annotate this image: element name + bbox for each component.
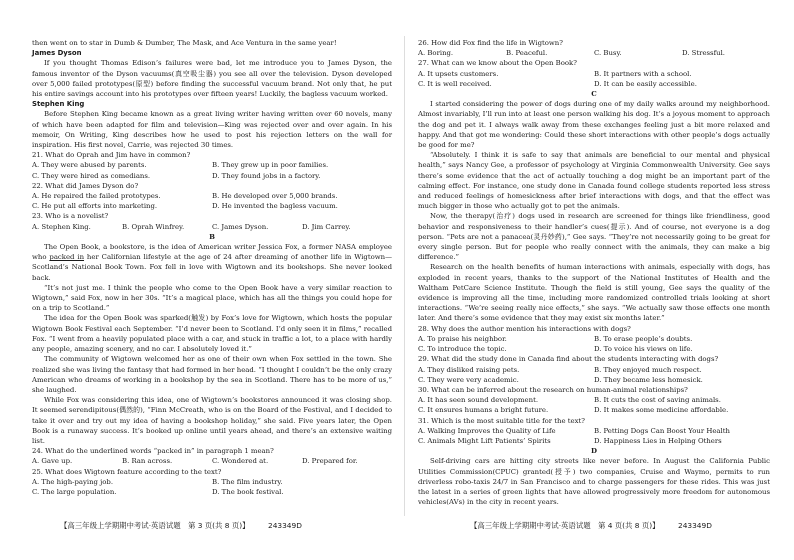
option: D. It makes some medicine affordable. [594, 406, 729, 415]
option: A. He repaired the failed prototypes. [32, 192, 161, 201]
option: D. Happiness Lies in Helping Others [594, 436, 722, 445]
option: B. Ran across. [122, 457, 173, 466]
question-29: 29. What did the study done in Canada find about the students interacting with dogs? [418, 355, 719, 364]
option: D. Jim Carrey. [302, 222, 351, 231]
option: A. They disliked raising pets. [418, 365, 520, 374]
paragraph-c3: Now, the therapy(治疗) dogs used in research are screened for things like friendliness, good behavior and responsiveness to their handler’s cues(提示). And of course, not everyone is a dog person. “Pets are not a panacea(灵丹妙药),” Gee says. “They’re not necessarily going to be great for every single person. But for people who really connect with the animals, they can make a big difference.” [418, 212, 770, 262]
question-30-options [418, 395, 770, 415]
option: A. To praise his neighbor. [418, 334, 507, 343]
option: D. Prepared for. [302, 457, 358, 466]
option: B. To erase people’s doubts. [594, 334, 693, 343]
option: A. It upsets customers. [418, 69, 499, 78]
option: B. The film industry. [212, 477, 283, 486]
option: C. It is well received. [418, 79, 492, 88]
page-footer-right: 【高三年级上学期期中考试·英语试题 第 4 页(共 8 页)】 243349D [470, 521, 712, 530]
paragraph-b1-end: her Californian lifestyle at the age of 24 after dreaming of another life in Wigtown—Scotland’s National Book Town. Fox fell in love with Wigtown and its bookshops. She never looked back. [32, 253, 392, 282]
option: B. They grew up in poor families. [212, 161, 329, 170]
question-25-options [32, 477, 392, 497]
option: C. James Dyson. [212, 222, 269, 231]
question-21: 21. What do Oprah and Jim have in common? [32, 151, 191, 160]
section-d-heading: D [591, 447, 597, 456]
paragraph-c4: Research on the health benefits of human interactions with animals, especially with dogs, has exploded in recent years, thanks to the support of the National Institutes of Health and the Waltham PetCare Science Institute. Though the field is still young, Gee says the quality of the evidence is improving all the time, including more randomized controlled trials looking at short interactions. “We’re seeing really nice effects,” she says. “We actually saw those effects one month later. And there’s some evidence that they may exist six months later.” [418, 263, 770, 323]
question-24: 24. What do the underlined words “packed in” in paragraph 1 mean? [32, 447, 274, 456]
option: C. Busy. [594, 49, 622, 58]
option: C. He put all efforts into marketing. [32, 202, 158, 211]
paragraph-b3: The idea for the Open Book was sparked(触发) by Fox’s love for Wigtown, which hosts the popular Wigtown Book Festival each September. “I’d never been to Scotland. I’d only seen it in films,” recalled Fox. “I went from a heavily populated place with a car, and stuck in traffic a lot, to a place with hardly any people, amazing scenery, and no car. I absolutely loved it.” [32, 314, 392, 354]
option: D. It can be easily accessible. [594, 79, 697, 88]
page-footer-left: 【高三年级上学期期中考试·英语试题 第 3 页(共 8 页)】 243349D [60, 521, 302, 530]
left-page [32, 38, 392, 497]
option: A. It has seen sound development. [418, 396, 539, 405]
line-intro: then went on to star in Dumb & Dumber, The Mask, and Ace Ventura in the same year! [32, 39, 337, 47]
underlined-phrase: packed in [49, 253, 85, 262]
option: D. They became less homesick. [594, 375, 703, 384]
paragraph-b1-start: The Open Book, a bookstore, is the idea of American writer Jessica Fox, a former NASA employee who [32, 243, 392, 262]
option: A. Gave up. [32, 457, 73, 466]
option: B. Petting Dogs Can Boost Your Health [594, 426, 730, 435]
option: B. It partners with a school. [594, 69, 692, 78]
question-27-options [418, 69, 770, 89]
question-24-options [32, 456, 392, 466]
option: A. They were abused by parents. [32, 161, 147, 170]
option: B. It cuts the cost of saving animals. [594, 396, 721, 405]
question-22: 22. What did James Dyson do? [32, 181, 139, 190]
paragraph-b2: “It’s not just me. I think the people who come to the Open Book have a very similar reaction to Wigtown,” said Fox, now in her 30s. “It’s a magical place, which has all the things you could hope for on a trip to Scotland.” [32, 283, 392, 313]
option: A. Boring. [418, 49, 454, 58]
paragraph-dyson: If you thought Thomas Edison’s failures were bad, let me introduce you to James Dyson, the famous inventor of the Dyson vacuums(真空吸尘器) you see all over the television. Dyson developed over 5,000 failed prototypes(原型) before finding the successful vacuum brand. Not only that, he put his entire savings account into his prototypes over fifteen years! Luckily, the bagless vacuum worked. [32, 59, 392, 99]
question-23-options [32, 222, 392, 232]
option: D. They found jobs in a factory. [212, 171, 321, 180]
option: C. They were hired as comedians. [32, 171, 151, 180]
question-27: 27. What can we know about the Open Book? [418, 59, 577, 68]
question-26: 26. How did Fox find the life in Wigtown? [418, 39, 563, 47]
option: B. Oprah Winfrey. [122, 222, 185, 231]
question-31-options [418, 426, 770, 446]
question-26-options [418, 48, 770, 58]
option: C. To introduce the topic. [418, 345, 507, 354]
right-page [418, 38, 770, 507]
paragraph-b5: While Fox was considering this idea, one of Wigtown’s bookstores announced it was closing shop. It seemed serendipitous(偶然的), “Finn McCreath, who is on the Board of the Festival, and I decided to take it over and try out my idea of having a bookshop holiday,” she said. Five years later, the Open Book is a runaway success. It’s booked up online until years ahead, and there’s an extensive waiting list. [32, 396, 392, 445]
option: C. Animals Might Lift Patients’ Spirits [418, 436, 551, 445]
heading-stephen-king: Stephen King [32, 100, 85, 109]
question-25: 25. What does Wigtown feature according to the text? [32, 467, 222, 476]
option: D. He invented the bagless vacuum. [212, 202, 338, 211]
page-divider [404, 36, 405, 516]
option: B. They enjoyed much respect. [594, 365, 702, 374]
question-29-options [418, 365, 770, 385]
option: C. They were very academic. [418, 375, 519, 384]
option: D. Stressful. [682, 49, 725, 58]
option: A. Walking Improves the Quality of Life [418, 426, 556, 435]
option: D. The book festival. [212, 487, 284, 496]
question-28: 28. Why does the author mention his interactions with dogs? [418, 324, 631, 333]
question-23: 23. Who is a novelist? [32, 212, 109, 221]
paragraph-c1: I started considering the power of dogs during one of my daily walks around my neighborhood. Almost invariably, I’ll run into at least one person walking his dog. It’s a joyous moment to approach the dog and pet it. I always walk away from these exchanges feeling just a bit more relaxed and happy. And that got me wondering: Could these short interactions with other people’s dogs actually be good for me? [418, 100, 770, 150]
option: C. It ensures humans a bright future. [418, 406, 549, 415]
question-21-options [32, 160, 392, 180]
option: D. To voice his views on life. [594, 345, 693, 354]
paragraph-b4: The community of Wigtown welcomed her as one of their own when Fox settled in the town. She realized she was living the fantasy that had formed in her head. “I thought I couldn’t be the only crazy American who dreams of working in a bookshop by the sea in Scotland. There has to be more of us,” she laughed. [32, 355, 392, 394]
question-30: 30. What can be inferred about the research on human-animal relationships? [418, 385, 688, 394]
question-28-options [418, 334, 770, 354]
question-31: 31. Which is the most suitable title for the text? [418, 416, 585, 425]
paragraph-d1: Self-driving cars are hitting city streets like never before. In August the California Public Utilities Commission(CPUC) granted(授予) two companies, Cruise and Waymo, permits to run driverless robo-taxis 24/7 in San Francisco and to charge passengers for these rides. This was just the latest in a series of green lights that have allowed progressively more freedom for autonomous vehicles(AVs) in the city in recent years. [418, 457, 770, 507]
option: A. Stephen King. [32, 222, 91, 231]
option: B. He developed over 5,000 brands. [212, 192, 338, 201]
section-c-heading: C [591, 90, 597, 99]
option: B. Peaceful. [506, 49, 548, 58]
option: C. Wondered at. [212, 457, 269, 466]
question-22-options [32, 191, 392, 211]
paragraph-king: Before Stephen King became known as a great living writer having written over 60 novels, many of which have been adapted for film and television—King was rejected over and over again. In his memoir, On Writing, King describes how he used to post his rejection letters on the wall for inspiration. His first novel, Carrie, was rejected 30 times. [32, 110, 392, 150]
section-b-heading: B [209, 232, 215, 241]
paragraph-b1 [32, 242, 392, 283]
option: C. The large population. [32, 487, 117, 496]
option: A. The high-paying job. [32, 477, 114, 486]
heading-james-dyson: James Dyson [32, 49, 82, 58]
paragraph-c2: “Absolutely. I think it is safe to say that animals are beneficial to our mental and physical health,” says Nancy Gee, a professor of psychology at Virginia Commonwealth University. Gee says there’s some evidence that the act of actually touching a dog might be an important part of the calming effect. For instance, one study done in Canada found college students reported less stress and reduced feelings of homesickness after brief interactions with dogs, and that the effect was much bigger in those who actually got to pet the animals. [418, 151, 770, 211]
